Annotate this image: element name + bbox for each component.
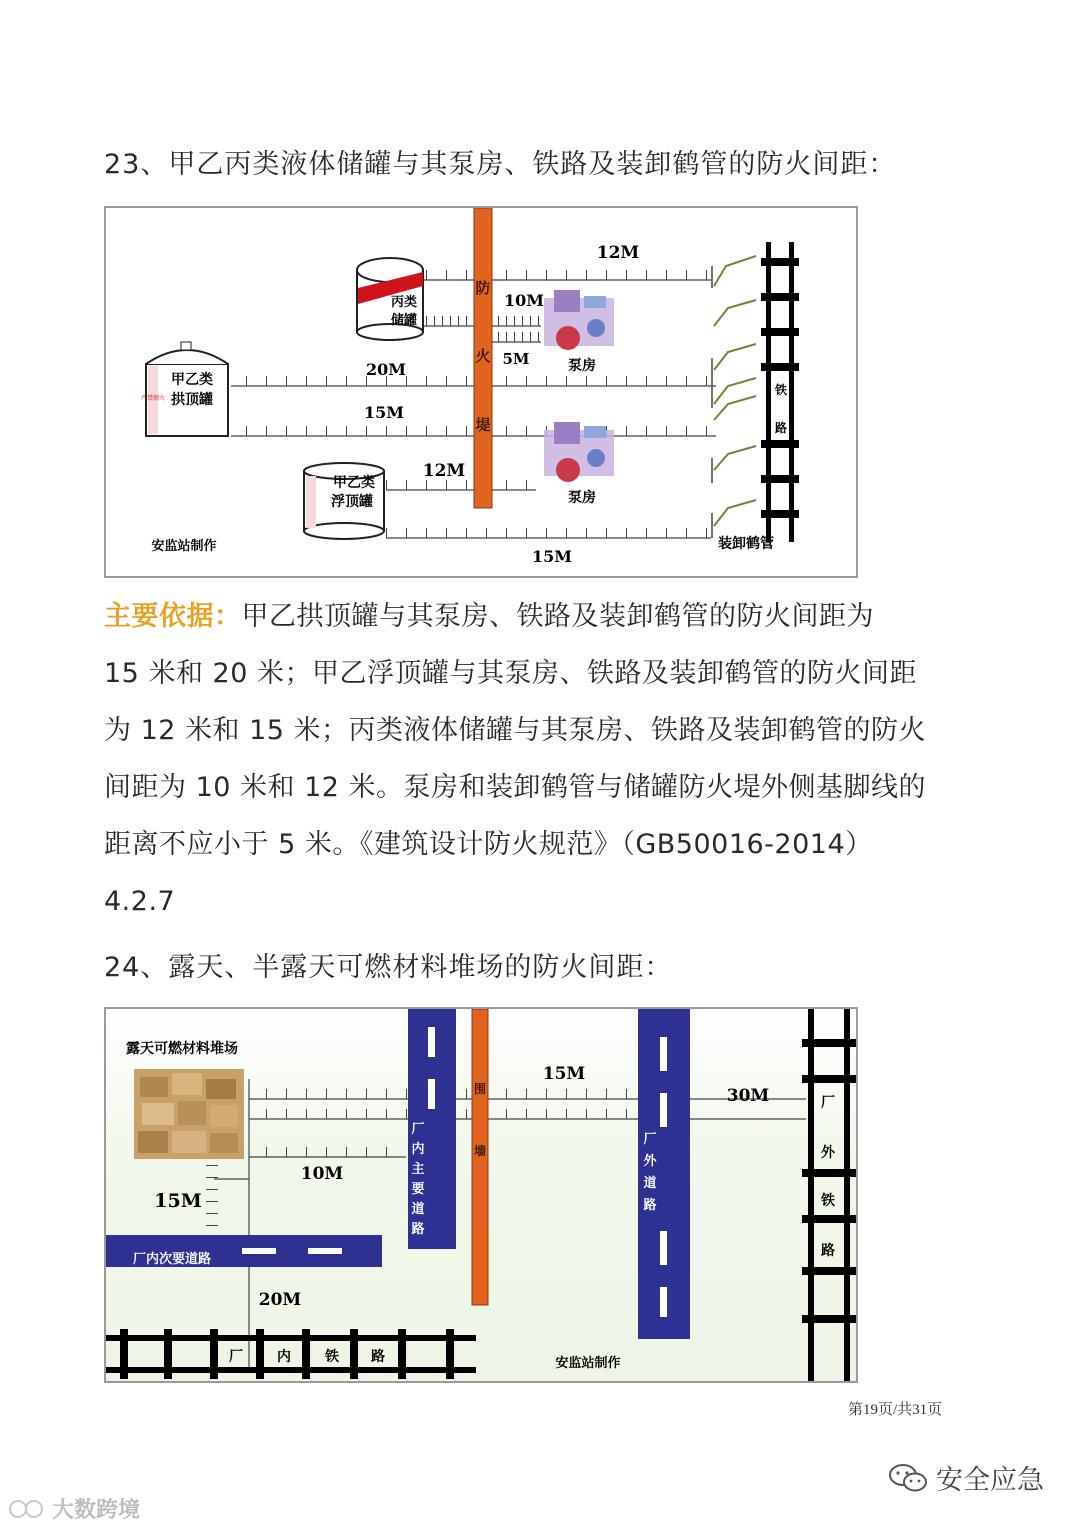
dist-label-15m-top: 15M <box>542 1064 586 1084</box>
brand-footer <box>888 1458 1044 1497</box>
dist-label-12m-top: 12M <box>596 243 640 263</box>
main-road-char: 要 <box>411 1182 425 1197</box>
outer-rail-char: 外 <box>821 1145 835 1161</box>
floating-roof-tank <box>304 463 384 539</box>
yard-label: 露天可燃材料堆场 <box>126 1041 238 1057</box>
pump-house-1 <box>544 290 614 374</box>
material-yard <box>126 1040 244 1159</box>
main-road-char: 路 <box>411 1222 425 1237</box>
dist-label-10m: 10M <box>504 291 544 310</box>
float-tank-label-1: 甲乙类 <box>333 475 375 491</box>
dist-label-15m-mid: 15M <box>364 403 404 422</box>
dist-label-30m: 30M <box>726 1086 770 1106</box>
secondary-road-label: 厂内次要道路 <box>132 1252 212 1267</box>
basis-label: 主要依据： <box>104 601 242 632</box>
pump-house-1-label: 泵房 <box>568 358 596 374</box>
tank-warning-text: 严禁烟火 <box>140 395 166 402</box>
dist-label-10m: 10M <box>300 1164 344 1184</box>
basis-line-6: 4.2.7 <box>104 886 176 917</box>
dike-char: 防 <box>475 279 491 297</box>
basis-line-3: 为 12 米和 15 米；丙类液体储罐与其泵房、铁路及装卸鹤管的防火 <box>104 715 927 746</box>
float-tank-label-2: 浮顶罐 <box>331 494 373 510</box>
basis-line-2: 15 米和 20 米；甲乙浮顶罐与其泵房、铁路及装卸鹤管的防火间距 <box>104 658 917 689</box>
railway-char: 路 <box>774 421 788 435</box>
outer-road-char: 外 <box>643 1154 657 1169</box>
basis-line-1 <box>104 588 964 645</box>
external-road <box>638 1009 690 1339</box>
dist-label-20m: 20M <box>366 360 406 379</box>
bing-class-tank <box>357 258 423 340</box>
section-23-heading: 23、甲乙丙类液体储罐与其泵房、铁路及装卸鹤管的防火间距： <box>104 149 897 180</box>
basis-line-1-text: 甲乙拱顶罐与其泵房、铁路及装卸鹤管的防火间距为 <box>241 601 874 632</box>
figure-credit: 安监站制作 <box>555 1356 621 1371</box>
outer-road-char: 路 <box>643 1198 657 1213</box>
loading-cranes <box>714 256 756 526</box>
arch-tank-label-2: 拱顶罐 <box>171 392 213 408</box>
crane-label: 装卸鹤管 <box>718 536 774 552</box>
railway-track <box>761 242 799 542</box>
dist-label-12m-low: 12M <box>422 461 466 481</box>
outer-rail-char: 铁 <box>821 1193 835 1209</box>
page-number: 第19页/共31页 <box>848 1402 943 1418</box>
basis-line-5: 距离不应小于 5 米。《建筑设计防火规范》（GB50016-2014） <box>104 829 873 860</box>
arch-tank-label-1: 甲乙类 <box>171 372 213 388</box>
section-24-heading: 24、露天、半露天可燃材料堆场的防火间距： <box>104 952 673 983</box>
secondary-road <box>106 1235 382 1267</box>
watermark-text: 大数跨境 <box>52 1498 141 1523</box>
inner-rail-char: 厂 <box>229 1349 243 1365</box>
bing-tank-label-1: 丙类 <box>390 295 418 310</box>
dist-label-15m-bottom: 15M <box>532 547 572 566</box>
outer-rail-char: 路 <box>821 1243 835 1259</box>
outer-rail-char: 厂 <box>821 1095 835 1111</box>
external-railway <box>802 1009 856 1381</box>
yard-spacing-svg <box>106 1009 856 1381</box>
enclosure-wall <box>472 1009 488 1305</box>
figure-yard-spacing-diagram <box>104 1007 858 1383</box>
dist-label-5m: 5M <box>502 350 530 368</box>
wechat-icon <box>888 1462 928 1494</box>
main-road-char: 内 <box>411 1142 425 1157</box>
inner-rail-char: 铁 <box>325 1349 339 1365</box>
basis-line-4: 间距为 10 米和 12 米。泵房和装卸鹤管与储罐防火堤外侧基脚线的 <box>104 772 927 803</box>
outer-road-char: 道 <box>643 1176 657 1191</box>
watermark <box>8 1493 140 1524</box>
internal-main-road <box>408 1009 456 1249</box>
dist-label-15m-side: 15M <box>154 1190 202 1212</box>
internal-railway <box>106 1329 476 1379</box>
inner-rail-char: 内 <box>277 1349 291 1365</box>
figure-credit: 安监站制作 <box>151 539 217 554</box>
main-road-char: 主 <box>411 1162 425 1177</box>
outer-road-char: 厂 <box>643 1132 657 1147</box>
inner-rail-char: 路 <box>371 1349 385 1365</box>
fire-dike <box>474 208 492 508</box>
main-road-char: 厂 <box>411 1122 425 1137</box>
bing-tank-label-2: 储罐 <box>390 313 418 328</box>
wall-char: 围 <box>473 1082 487 1096</box>
dike-char: 火 <box>475 347 491 365</box>
wall-char: 墙 <box>473 1144 487 1158</box>
basis-paragraph <box>104 588 964 930</box>
watermark-logo-icon <box>8 1498 46 1520</box>
arch-roof-tank <box>141 342 228 436</box>
tank-spacing-svg <box>106 208 856 576</box>
railway-char: 铁 <box>774 383 788 397</box>
main-road-char: 道 <box>411 1202 425 1217</box>
pump-house-2-label: 泵房 <box>568 490 596 506</box>
brand-name: 安全应急 <box>936 1465 1044 1496</box>
dike-char: 堤 <box>475 416 491 434</box>
pump-house-2 <box>544 422 614 506</box>
dist-label-20m: 20M <box>258 1290 302 1310</box>
figure-tank-spacing-diagram <box>104 206 858 578</box>
dimension-lines <box>214 1079 806 1369</box>
